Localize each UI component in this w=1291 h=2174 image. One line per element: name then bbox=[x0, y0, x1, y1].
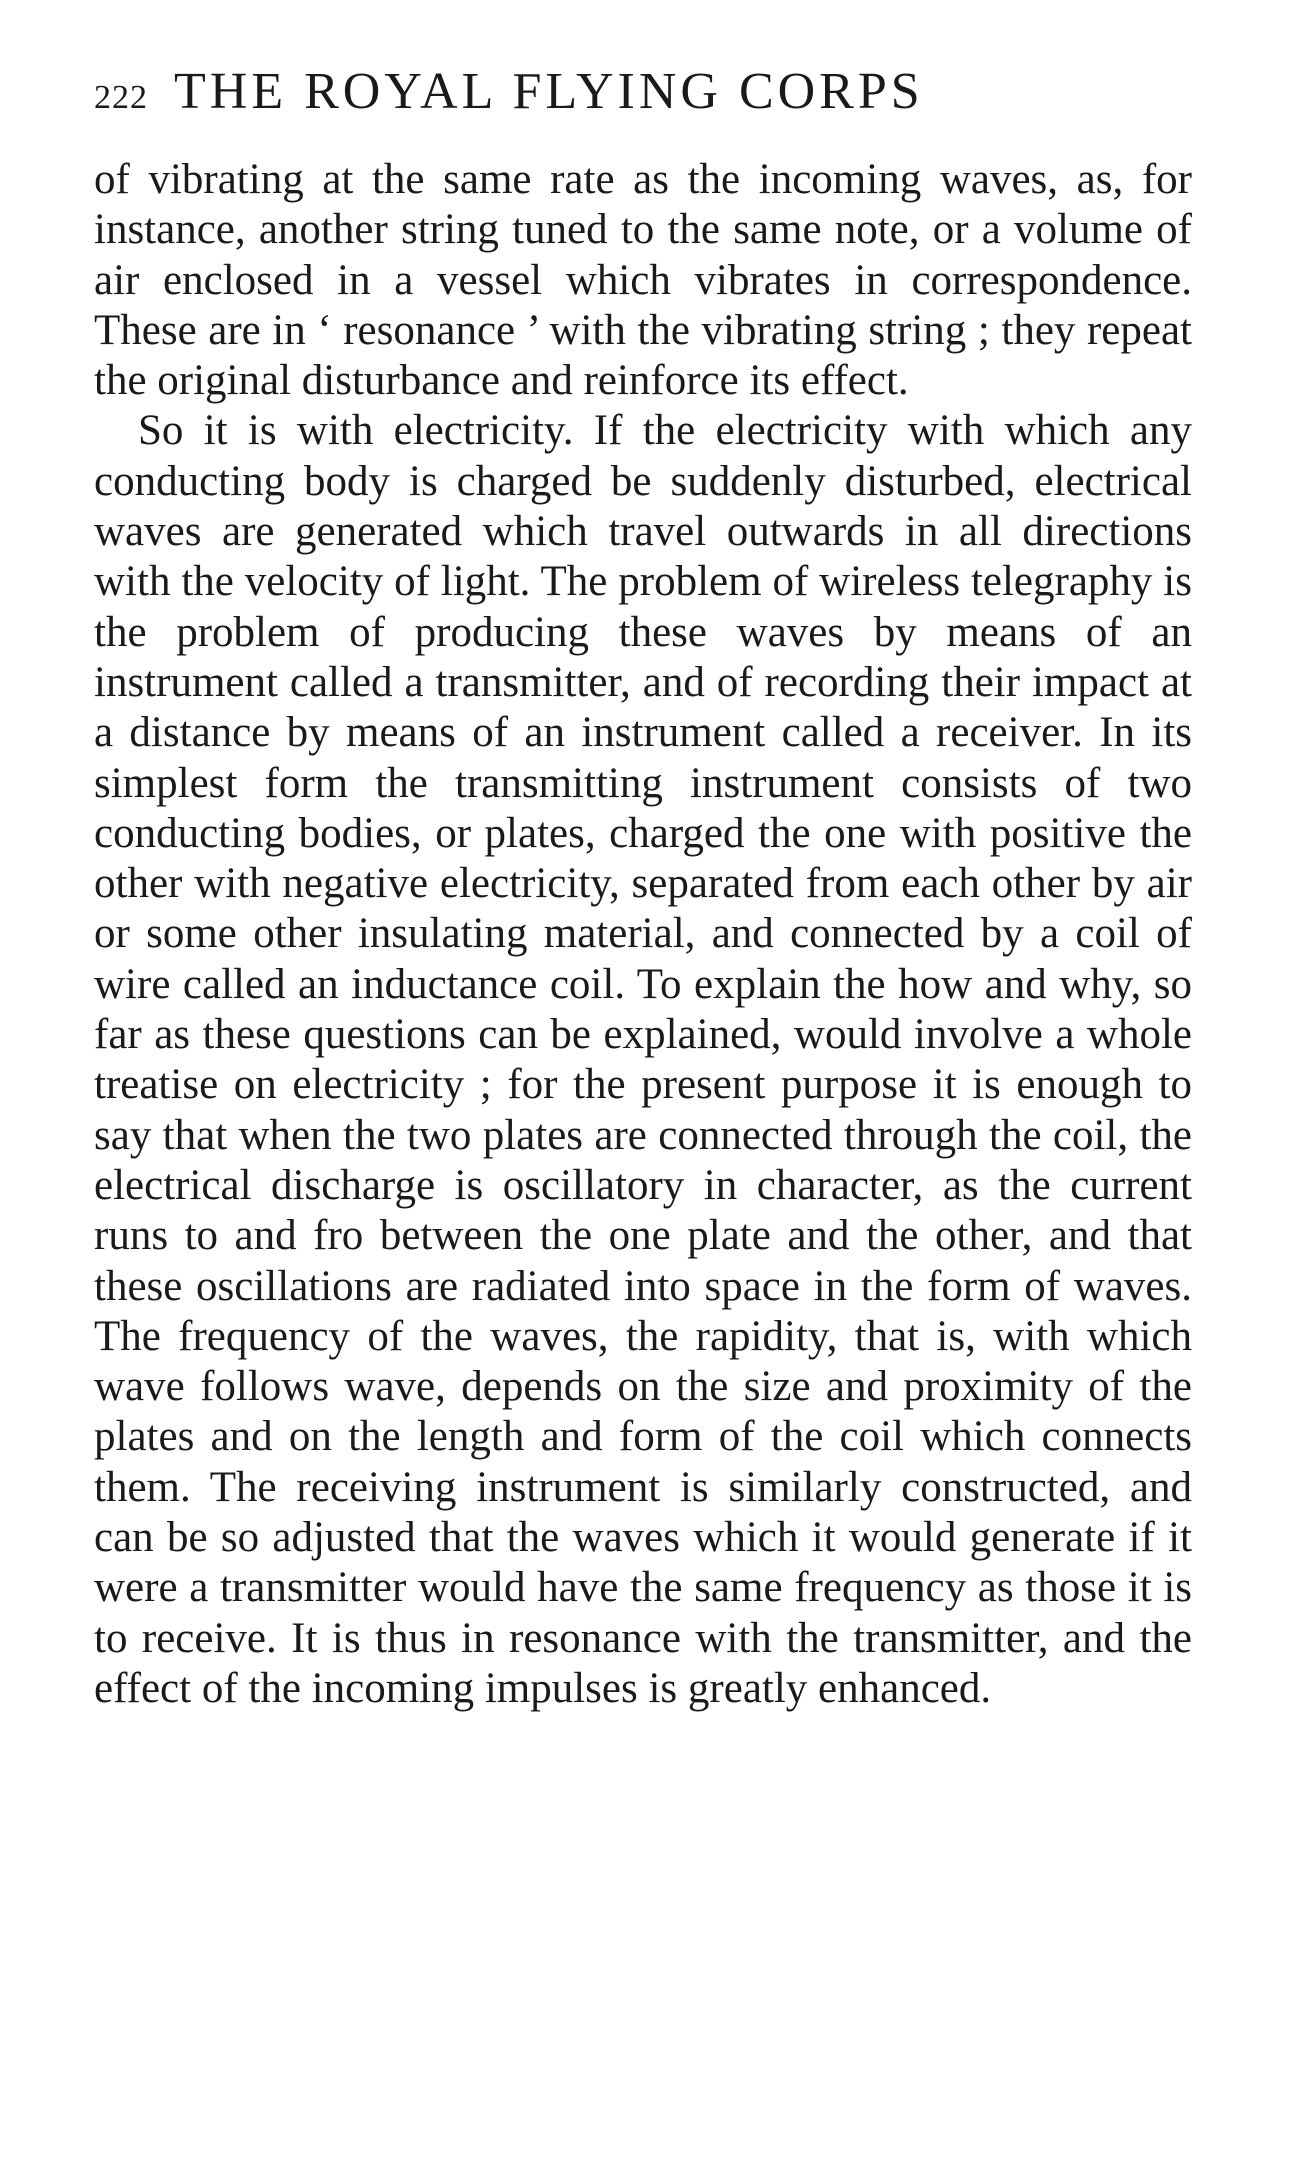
paragraph-continued: of vibrating at the same rate as the incoming waves, as, for instance, another string tuned to the same note, or a volume of air enclosed in a vessel which vibrates in correspondence. These are in ‘ resonance ’ with the vibrating string ; they repeat the original disturbance and reinforce its effect. bbox=[94, 156, 1192, 405]
body-text bbox=[94, 155, 1192, 1714]
page-number: 222 bbox=[94, 79, 148, 116]
running-title: THE ROYAL FLYING CORPS bbox=[174, 63, 924, 120]
paragraph-electricity: So it is with electricity. If the electricity with which any conducting body is charged be suddenly disturbed, electrical waves are generated which travel outwards in all directions with the velocity of light. The problem of wireless telegraphy is the problem of producing these waves by means of an instrument called a transmitter, and of recording their impact at a distance by means of an instrument called a receiver. In its simplest form the transmitting instrument consists of two conducting bodies, or plates, charged the one with positive the other with negative electricity, separated from each other by air or some other insulating material, and connected by a coil of wire called an inductance coil. To explain the how and why, so far as these questions can be explained, would involve a whole treatise on electricity ; for the present purpose it is enough to say that when the two plates are connected through the coil, the electrical discharge is oscillatory in character, as the current runs to and fro between the one plate and the other, and that these oscillations are radiated into space in the form of waves. The frequency of the waves, the rapidity, that is, with which wave follows wave, depends on the size and proximity of the plates and on the length and form of the coil which connects them. The receiving instrument is similarly constructed, and can be so adjusted that the waves which it would generate if it were a transmitter would have the same frequency as those it is to receive. It is thus in resonance with the transmitter, and the effect of the incoming impulses is greatly enhanced. bbox=[94, 407, 1192, 1712]
running-head bbox=[94, 63, 1194, 120]
